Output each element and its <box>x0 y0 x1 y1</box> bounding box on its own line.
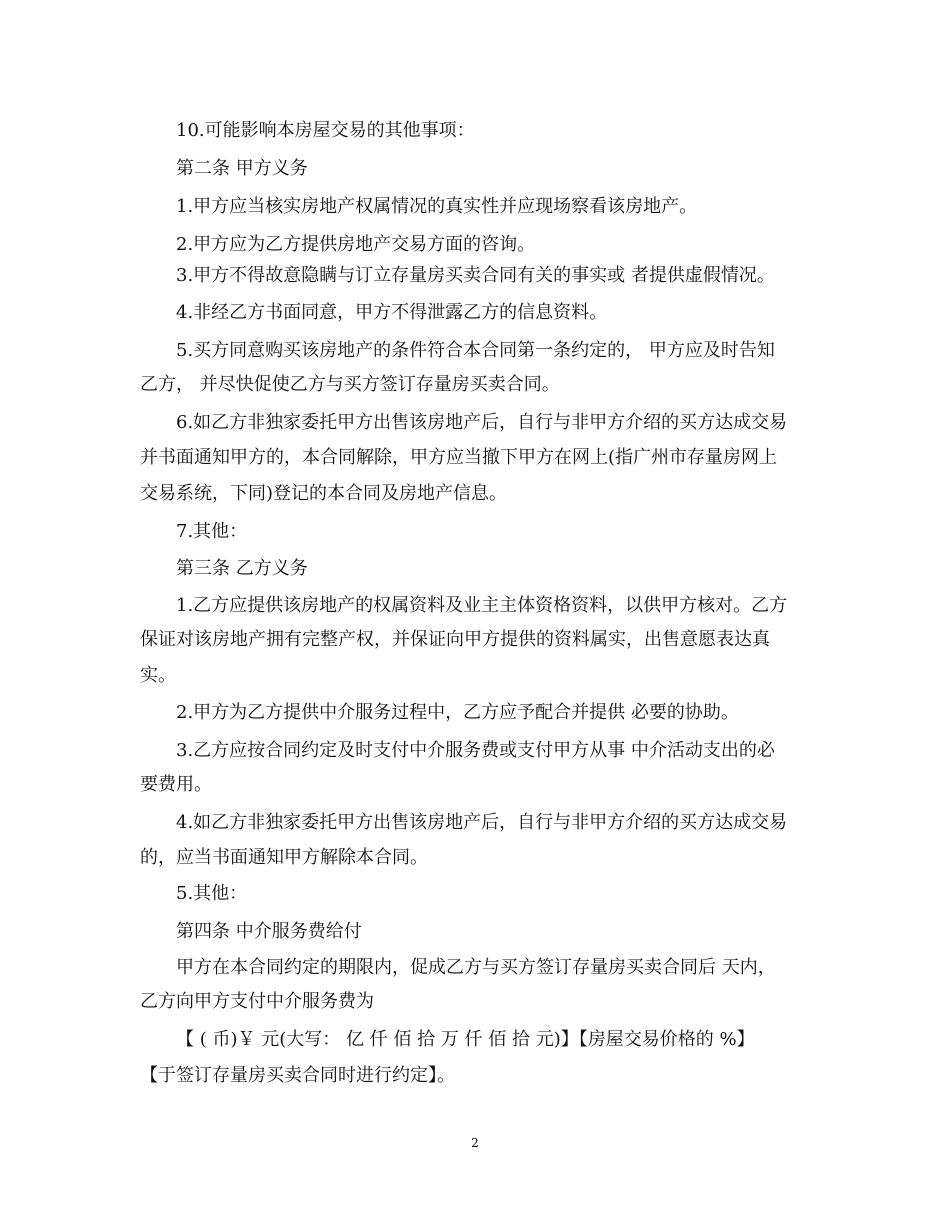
text-line: 【于签订存量房买卖合同时进行约定】。 <box>140 1065 455 1086</box>
text-line: 要费用。 <box>140 774 212 795</box>
text-line: 的，应当书面通知甲方解除本合同。 <box>140 847 428 868</box>
text-line: 实。 <box>140 665 176 686</box>
text-line: 6.如乙方非独家委托甲方出售该房地产后，自行与非甲方介绍的买方达成交易 <box>176 412 788 433</box>
text-line: 5.买方同意购买该房地产的条件符合本合同第一条约定的， 甲方应及时告知 <box>176 340 775 361</box>
text-line: 交易系统，下同)登记的本合同及房地产信息。 <box>140 483 508 504</box>
text-line: 7.其他： <box>176 521 248 542</box>
section-heading: 第三条 乙方义务 <box>176 558 308 579</box>
text-line: 3.乙方应按合同约定及时支付中介服务费或支付甲方从事 中介活动支出的必 <box>176 740 775 761</box>
text-line: 【 ( 币)￥ 元(大写： 亿 仟 佰 拾 万 仟 佰 拾 元)】【房屋交易价格的 %】 <box>176 1029 755 1050</box>
section-heading: 第四条 中介服务费给付 <box>176 921 362 942</box>
text-line: 4.非经乙方书面同意，甲方不得泄露乙方的信息资料。 <box>176 302 608 323</box>
text-line: 保证对该房地产拥有完整产权，并保证向甲方提供的资料属实，出售意愿表达真 <box>140 629 770 650</box>
text-line: 乙方向甲方支付中介服务费为 <box>140 991 374 1012</box>
section-heading: 第二条 甲方义务 <box>176 158 308 179</box>
text-line: 5.其他： <box>176 883 248 904</box>
text-line: 1.甲方应当核实房地产权属情况的真实性并应现场察看该房地产。 <box>176 196 698 217</box>
text-line: 甲方在本合同约定的期限内，促成乙方与买方签订存量房买卖合同后 天内， <box>176 957 776 978</box>
text-line: 4.如乙方非独家委托甲方出售该房地产后，自行与非甲方介绍的买方达成交易 <box>176 812 788 833</box>
text-line: 2.甲方应为乙方提供房地产交易方面的咨询。 <box>176 234 536 255</box>
text-line: 1.乙方应提供该房地产的权属资料及业主主体资格资料，以供甲方核对。乙方 <box>176 595 788 616</box>
page-number: 2 <box>471 1136 479 1150</box>
text-line: 并书面通知甲方的，本合同解除，甲方应当撤下甲方在网上(指广州市存量房网上 <box>140 447 778 468</box>
text-line: 乙方， 并尽快促使乙方与买方签订存量房买卖合同。 <box>140 374 560 395</box>
text-line: 3.甲方不得故意隐瞒与订立存量房买卖合同有关的事实或 者提供虚假情况。 <box>176 265 775 286</box>
text-line: 2.甲方为乙方提供中介服务过程中，乙方应予配合并提供 必要的协助。 <box>176 702 739 723</box>
text-line: 10.可能影响本房屋交易的其他事项： <box>176 120 475 141</box>
